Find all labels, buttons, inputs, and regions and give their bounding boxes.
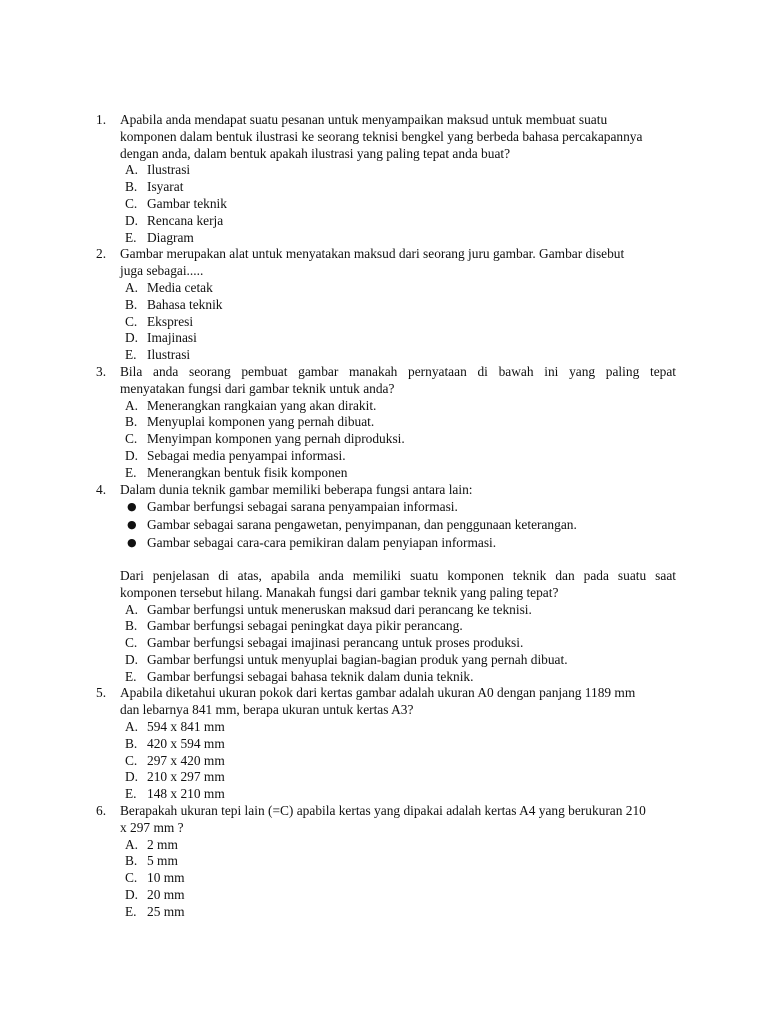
option-letter: D. — [125, 769, 139, 785]
question-body — [120, 112, 676, 246]
question-item — [96, 112, 676, 246]
question-body — [120, 246, 676, 364]
answer-option — [120, 753, 676, 770]
option-letter: C. — [125, 313, 138, 329]
option-text: Imajinasi — [147, 330, 197, 346]
question-text-line: Bila anda seorang pembuat gambar manakah pernyataan di bawah ini yang paling tepat — [120, 363, 676, 379]
answer-option — [120, 230, 676, 247]
answer-option — [120, 162, 676, 179]
option-text: Gambar berfungsi untuk menyuplai bagian-bagian produk yang pernah dibuat. — [147, 651, 568, 667]
question-text-line: Apabila anda mendapat suatu pesanan untuk menyampaikan maksud untuk membuat suatu — [120, 112, 608, 127]
option-letter: A. — [125, 162, 139, 178]
option-text: Isyarat — [147, 179, 184, 195]
answer-option — [120, 652, 676, 669]
question-text-line: Dari penjelasan di atas, apabila anda memiliki suatu komponen teknik dan pada suatu saat — [120, 567, 676, 583]
question-item — [96, 803, 676, 921]
question-body — [120, 685, 676, 803]
option-letter: E. — [125, 347, 137, 363]
option-list — [120, 398, 676, 482]
answer-option — [120, 736, 676, 753]
option-letter: B. — [125, 735, 138, 751]
bullet-item — [120, 534, 676, 552]
bullet-text: Gambar sebagai cara-cara pemikiran dalam penyiapan informasi. — [147, 534, 497, 550]
option-letter: E. — [125, 464, 137, 480]
answer-option — [120, 465, 676, 482]
option-text: Ilustrasi — [147, 347, 191, 363]
question-text-line: Apabila diketahui ukuran pokok dari kertas gambar adalah ukuran A0 dengan panjang 1189 mm — [120, 685, 636, 701]
question-text-line: dan lebarnya 841 mm, berapa ukuran untuk kertas A3? — [120, 702, 414, 718]
answer-option — [120, 414, 676, 431]
bullet-list — [120, 498, 676, 551]
question-item — [96, 482, 676, 686]
answer-option — [120, 719, 676, 736]
option-text: 420 x 594 mm — [147, 735, 225, 751]
bullet-icon: ● — [127, 500, 137, 514]
option-letter: C. — [125, 195, 138, 211]
bullet-icon: ● — [127, 517, 137, 531]
answer-option — [120, 398, 676, 415]
option-letter: C. — [125, 431, 138, 447]
option-letter: D. — [125, 651, 139, 667]
option-text: 148 x 210 mm — [147, 786, 225, 802]
answer-option — [120, 448, 676, 465]
option-letter: D. — [125, 887, 139, 903]
option-letter: C. — [125, 635, 138, 651]
option-text: Rencana kerja — [147, 212, 224, 228]
option-text: Gambar teknik — [147, 195, 227, 211]
answer-option — [120, 618, 676, 635]
question-item — [96, 685, 676, 803]
answer-option — [120, 904, 676, 921]
option-text: Gambar berfungsi sebagai peningkat daya pikir perancang. — [147, 618, 463, 634]
question-text-line: Dalam dunia teknik gambar memiliki beberapa fungsi antara lain: — [120, 481, 473, 497]
option-letter: C. — [125, 870, 138, 886]
bullet-icon: ● — [127, 535, 137, 549]
question-text-line: juga sebagai..... — [120, 263, 204, 279]
option-text: Bahasa teknik — [147, 296, 223, 312]
option-text: Sebagai media penyampai informasi. — [147, 447, 346, 463]
option-text: Ekspresi — [147, 313, 194, 329]
option-letter: B. — [125, 414, 138, 430]
bullet-text: Gambar sebagai sarana pengawetan, penyimpanan, dan penggunaan keterangan. — [147, 516, 577, 532]
option-list — [120, 719, 676, 803]
answer-option — [120, 769, 676, 786]
option-text: Menerangkan bentuk fisik komponen — [147, 464, 348, 480]
option-text: 594 x 841 mm — [147, 719, 225, 735]
answer-option — [120, 431, 676, 448]
option-text: Menerangkan rangkaian yang akan dirakit. — [147, 397, 377, 413]
option-letter: A. — [125, 279, 139, 295]
option-list — [120, 602, 676, 686]
answer-option — [120, 837, 676, 854]
answer-option — [120, 887, 676, 904]
option-text: 5 mm — [147, 853, 178, 869]
option-letter: A. — [125, 601, 139, 617]
answer-option — [120, 669, 676, 686]
option-letter: E. — [125, 668, 137, 684]
option-letter: D. — [125, 330, 139, 346]
question-text-line: Berapakah ukuran tepi lain (=C) apabila kertas yang dipakai adalah kertas A4 yang berukuran 210 — [120, 803, 646, 819]
bullet-text: Gambar berfungsi sebagai sarana penyampaian informasi. — [147, 499, 458, 515]
option-letter: A. — [125, 836, 139, 852]
question-number: 6. — [96, 803, 107, 819]
option-letter: E. — [125, 786, 137, 802]
answer-option — [120, 179, 676, 196]
option-text: Diagram — [147, 229, 194, 245]
question-body — [120, 482, 676, 686]
option-text: 2 mm — [147, 836, 178, 852]
bullet-item — [120, 498, 676, 516]
option-list — [120, 280, 676, 364]
question-text-line: komponen tersebut hilang. Manakah fungsi dari gambar teknik yang paling tepat? — [120, 584, 559, 600]
option-text: 25 mm — [147, 903, 185, 919]
question-text-line: dengan anda, dalam bentuk apakah ilustrasi yang paling tepat anda buat? — [120, 145, 511, 161]
answer-option — [120, 635, 676, 652]
option-text: Gambar berfungsi untuk meneruskan maksud dari perancang ke teknisi. — [147, 601, 532, 617]
document-page — [96, 112, 676, 921]
option-text: Gambar berfungsi sebagai bahasa teknik dalam dunia teknik. — [147, 668, 474, 684]
question-number: 5. — [96, 685, 107, 701]
answer-option — [120, 196, 676, 213]
option-letter: B. — [125, 618, 138, 634]
answer-option — [120, 330, 676, 347]
question-item — [96, 364, 676, 482]
option-letter: B. — [125, 296, 138, 312]
question-text-line: komponen dalam bentuk ilustrasi ke seorang teknisi bengkel yang berbeda bahasa percakapannya — [120, 128, 643, 144]
option-letter: B. — [125, 853, 138, 869]
bullet-item — [120, 516, 676, 534]
option-text: Menyimpan komponen yang pernah diproduksi. — [147, 431, 405, 447]
question-text-line: menyatakan fungsi dari gambar teknik untuk anda? — [120, 380, 395, 396]
option-text: Gambar berfungsi sebagai imajinasi perancang untuk proses produksi. — [147, 635, 524, 651]
answer-option — [120, 213, 676, 230]
option-text: Menyuplai komponen yang pernah dibuat. — [147, 414, 375, 430]
option-letter: C. — [125, 752, 138, 768]
option-letter: A. — [125, 397, 139, 413]
question-number: 1. — [96, 112, 107, 127]
option-text: Ilustrasi — [147, 162, 191, 178]
question-number: 3. — [96, 363, 107, 379]
option-letter: B. — [125, 179, 138, 195]
answer-option — [120, 602, 676, 619]
answer-option — [120, 280, 676, 297]
answer-option — [120, 870, 676, 887]
question-body — [120, 803, 676, 921]
question-number: 4. — [96, 481, 107, 497]
option-list — [120, 837, 676, 921]
option-text: 297 x 420 mm — [147, 752, 225, 768]
question-text-line: Gambar merupakan alat untuk menyatakan maksud dari seorang juru gambar. Gambar disebut — [120, 246, 625, 262]
option-text: 20 mm — [147, 887, 185, 903]
question-item — [96, 246, 676, 364]
option-text: 210 x 297 mm — [147, 769, 225, 785]
paragraph-gap — [120, 551, 676, 568]
option-letter: E. — [125, 229, 137, 245]
answer-option — [120, 297, 676, 314]
option-letter: D. — [125, 212, 139, 228]
option-list — [120, 162, 676, 246]
answer-option — [120, 314, 676, 331]
option-letter: E. — [125, 903, 137, 919]
question-text-line: x 297 mm ? — [120, 819, 184, 835]
option-letter: A. — [125, 719, 139, 735]
question-number: 2. — [96, 246, 107, 262]
option-text: 10 mm — [147, 870, 185, 886]
option-text: Media cetak — [147, 279, 213, 295]
answer-option — [120, 347, 676, 364]
question-body — [120, 364, 676, 482]
answer-option — [120, 853, 676, 870]
option-letter: D. — [125, 447, 139, 463]
answer-option — [120, 786, 676, 803]
